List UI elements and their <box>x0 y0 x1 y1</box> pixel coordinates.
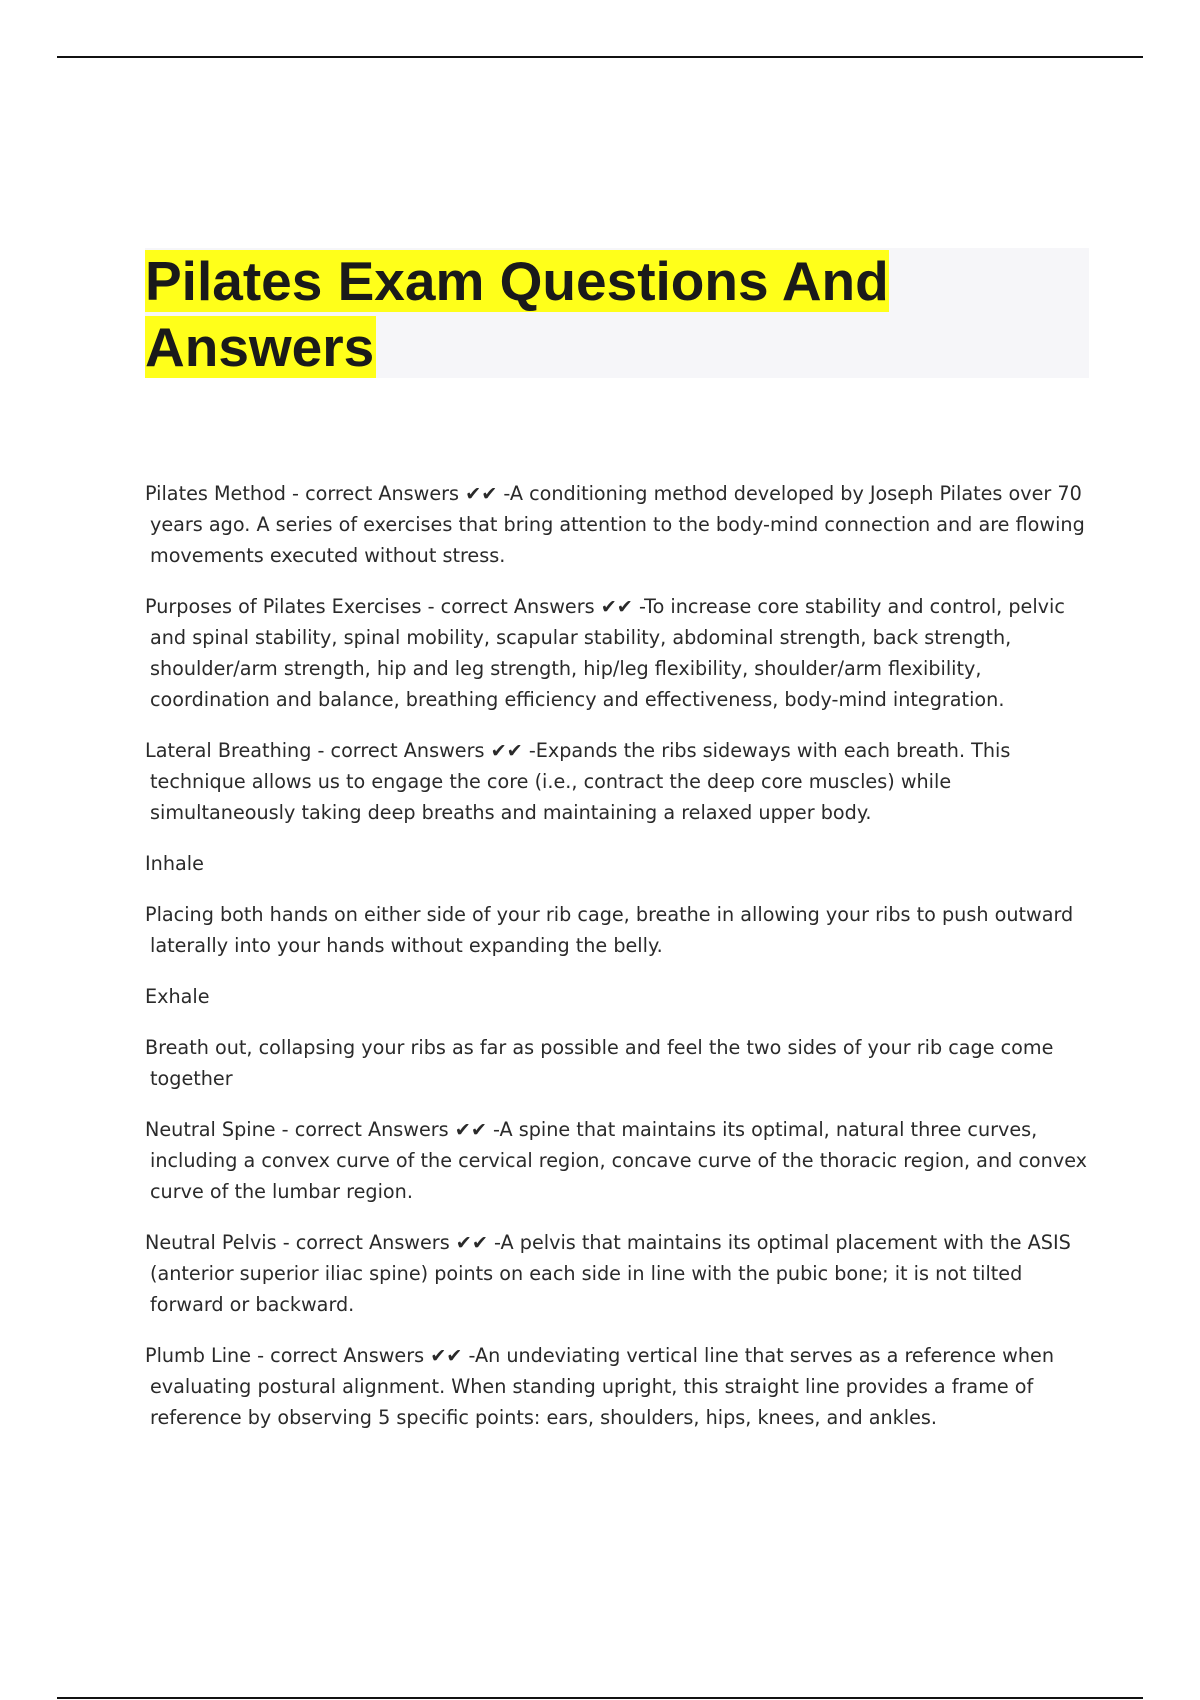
title-highlight: Pilates Exam Questions And Answers <box>145 250 889 378</box>
document-body <box>145 478 1090 1453</box>
bottom-rule <box>57 1697 1143 1699</box>
paragraph-plumb-line: Plumb Line - correct Answers ✔✔ -An undeviating vertical line that serves as a reference when evaluating postural alignment. When standing upright, this straight line provides a frame of reference by observing 5 specific points: ears, shoulders, hips, knees, and ankles. <box>145 1344 1054 1429</box>
document-title <box>145 248 1089 380</box>
paragraph-neutral-pelvis: Neutral Pelvis - correct Answers ✔✔ -A pelvis that maintains its optimal placement with the ASIS (anterior superior iliac spine) points on each side in line with the pubic bone; it is not tilted forward or backward. <box>145 1231 1071 1316</box>
paragraph-inhale-label: Inhale <box>145 852 204 875</box>
title-block <box>145 248 1089 378</box>
paragraph-exhale-label: Exhale <box>145 985 210 1008</box>
top-rule <box>57 56 1143 58</box>
paragraph-inhale-text: Placing both hands on either side of your rib cage, breathe in allowing your ribs to push outward laterally into your hands without expanding the belly. <box>145 903 1074 957</box>
paragraph-purposes: Purposes of Pilates Exercises - correct Answers ✔✔ -To increase core stability and control, pelvic and spinal stability, spinal mobility, scapular stability, abdominal strength, back strength, shoulder/arm strength, hip and leg strength, hip/leg flexibility, shoulder/arm flexibility, coordination and balance, breathing efficiency and effectiveness, body-mind integration. <box>145 595 1065 711</box>
paragraph-pilates-method: Pilates Method - correct Answers ✔✔ -A conditioning method developed by Joseph Pilates over 70 years ago. A series of exercises that bring attention to the body-mind connection and are flowing movements executed without stress. <box>145 482 1085 567</box>
paragraph-lateral-breathing: Lateral Breathing - correct Answers ✔✔ -Expands the ribs sideways with each breath. This technique allows us to engage the core (i.e., contract the deep core muscles) while simultaneously taking deep breaths and maintaining a relaxed upper body. <box>145 739 1011 824</box>
paragraph-neutral-spine: Neutral Spine - correct Answers ✔✔ -A spine that maintains its optimal, natural three curves, including a convex curve of the cervical region, concave curve of the thoracic region, and convex curve of the lumbar region. <box>145 1118 1088 1203</box>
paragraph-exhale-text: Breath out, collapsing your ribs as far as possible and feel the two sides of your rib cage come together <box>145 1036 1054 1090</box>
